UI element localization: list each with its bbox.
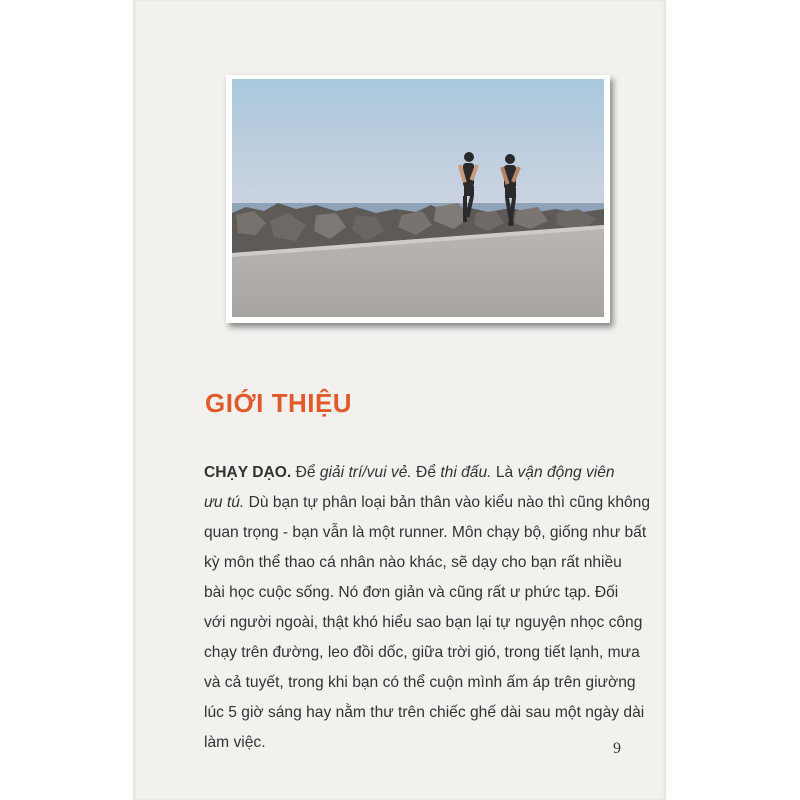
text-segment: Là: [491, 464, 518, 481]
text-segment: Dù bạn tự phân loại bản thân vào kiểu nào thì cũng không: [244, 494, 651, 511]
paragraph-line: chạy trên đường, leo đồi dốc, giữa trời gió, trong tiết lạnh, mưa: [204, 644, 640, 661]
intro-paragraph: [204, 458, 651, 758]
lead-phrase: CHẠY DẠO.: [204, 464, 292, 481]
runners-photo: [226, 75, 610, 323]
paragraph-line: [204, 488, 651, 518]
book-page: [133, 0, 666, 800]
paragraph-line: kỳ môn thể thao cá nhân nào khác, sẽ dạy cho bạn rất nhiều: [204, 554, 622, 571]
paragraph-line: làm việc.: [204, 734, 266, 751]
paragraph-line: [204, 458, 615, 488]
italic-phrase: giải trí/vui vẻ.: [319, 464, 412, 481]
paragraph-line: và cả tuyết, trong khi bạn có thể cuộn mình ấm áp trên giường: [204, 674, 636, 691]
section-title: GIỚI THIỆU: [205, 388, 353, 418]
runners-photo-image: [226, 75, 610, 323]
paragraph-line: lúc 5 giờ sáng hay nằm thư trên chiếc ghế dài sau một ngày dài: [204, 704, 645, 721]
paragraph-line: bài học cuộc sống. Nó đơn giản và cũng rất ư phức tạp. Đối: [204, 584, 619, 601]
italic-phrase: ưu tú.: [204, 494, 245, 511]
paragraph-line: với người ngoài, thật khó hiểu sao bạn lại tự nguyện nhọc công: [204, 614, 643, 631]
text-segment: Để: [291, 464, 320, 481]
italic-phrase: vận động viên: [517, 464, 615, 481]
page-number: 9: [613, 740, 621, 757]
italic-phrase: thi đấu.: [440, 464, 492, 481]
paragraph-line: quan trọng - bạn vẫn là một runner. Môn chạy bộ, giống như bất: [204, 524, 647, 541]
text-segment: Để: [411, 464, 441, 481]
